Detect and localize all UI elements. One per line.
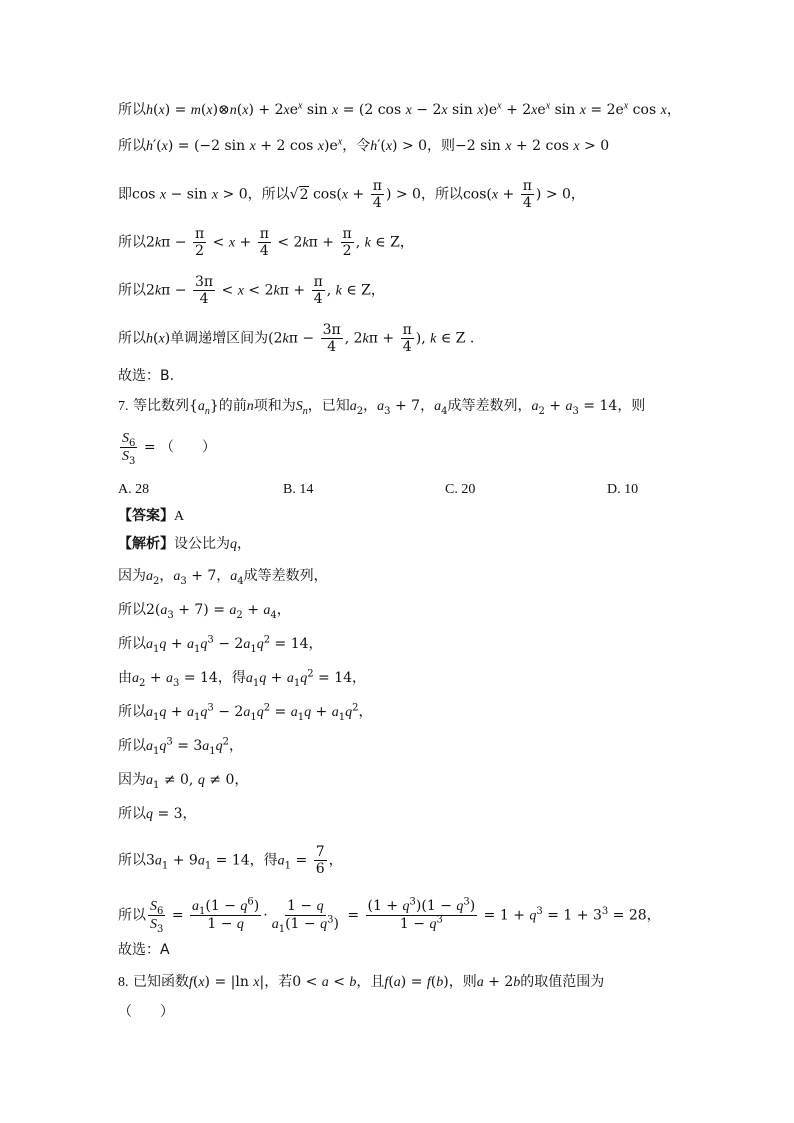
question-8-blank: （ ） xyxy=(118,1004,174,1020)
analysis-line-2: 因为$a_2$，$a_3 + 7$，$a_4$成等差数列， xyxy=(118,568,328,587)
derivation-line-range1: 所以2kπ − $\frac{\pi}{2}$ < x + $\frac{\pi}{4}$ < 2kπ + $\frac{\pi}{2}$ , k ∈ Z， xyxy=(118,226,414,259)
derivation-line-h: 所以h(x) = m(x)⊗n(x) + $2xe^x$ sin x = (2 cos x − 2x $\sin x)e^x + 2xe^x$ $\sin x = 2e^x$ cos x， xyxy=(118,100,681,118)
option-d: D. 10 xyxy=(607,482,639,497)
analysis-line-6: 所以$a_1q + a_1q^3 - 2a_1q^2 = a_1q + a_1q^2$， xyxy=(118,702,373,723)
choose-b: 故选：B. xyxy=(118,368,175,384)
analysis-line-8: 因为$a_1 \ne 0$, q ≠ 0， xyxy=(118,772,249,791)
option-a: A. 28 xyxy=(118,482,150,497)
question-8-stem: 8. 已知函数f(x) = |ln x|，若0 < a < b，且f(a) = f(b)，则a + 2b的取值范围为 xyxy=(118,974,605,990)
question-7-stem: 7. 等比数列$\{a_n\}$的前n项和为$S_n$，已知$a_2$，$a_3 + 7$，$a_4$成等差数列，$a_2 + a_3 = 14$，则 xyxy=(118,398,646,417)
option-c: C. 20 xyxy=(445,482,476,497)
analysis-line-10: 所以$3a_1 + 9a_1 = 14$，得$a_1$ = $\frac{7}{6}$ ， xyxy=(118,844,343,877)
choose-a: 故选：A xyxy=(118,942,170,958)
answer-line: 【答案】A xyxy=(118,508,185,524)
derivation-line-interval: 所以h(x)单调递增区间为(2kπ − $\frac{3\pi}{4}$ , 2kπ + $\frac{\pi}{4}$ ), k ∈ Z . xyxy=(118,322,475,355)
analysis-line-9: 所以q = 3， xyxy=(118,806,197,822)
analysis-line-11: 所以 $\frac{S_6}{S_3}$ = $\frac{a_1(1 - q^6)}{1 - q}$ · $\frac{1 - q}{a_1(1 - q^3)}$ = $\frac{(1 + q^3)(1 - q^3)}{1 - q^3}$ = $1 + q^3 = 1 + 3^3 = 28$， xyxy=(118,896,661,935)
derivation-line-hprime: 所以h′(x) = (−2 sin x + 2 $\cos x)e^x$，令h′(x) > 0，则−2 sin x + 2 cos x > 0 xyxy=(118,136,610,154)
question-7-stem-cont: $\frac{S_6}{S_3}$ = （ ） xyxy=(122,431,217,467)
option-b: B. 14 xyxy=(283,482,314,497)
derivation-line-range2: 所以2kπ − $\frac{3\pi}{4}$ < x < 2kπ + $\frac{\pi}{4}$ , k ∈ Z， xyxy=(118,274,385,307)
analysis-line-4: 所以$a_1q + a_1q^3 - 2a_1q^2 = 14$， xyxy=(118,634,323,655)
derivation-line-cos: 即cos x − sin x > 0，所以√2 cos(x + $\frac{\pi}{4}$ ) > 0，所以cos(x + $\frac{\pi}{4}$ ) > 0， xyxy=(118,178,585,211)
analysis-line-7: 所以$a_1q^3 = 3a_1q^2$， xyxy=(118,736,244,757)
analysis-line-5: 由$a_2 + a_3 = 14$，得$a_1q + a_1q^2 = 14$， xyxy=(118,668,367,689)
analysis-line-1: 【解析】设公比为q， xyxy=(118,536,251,552)
analysis-line-3: 所以$2(a_3 + 7) = a_2 + a_4$， xyxy=(118,602,291,621)
